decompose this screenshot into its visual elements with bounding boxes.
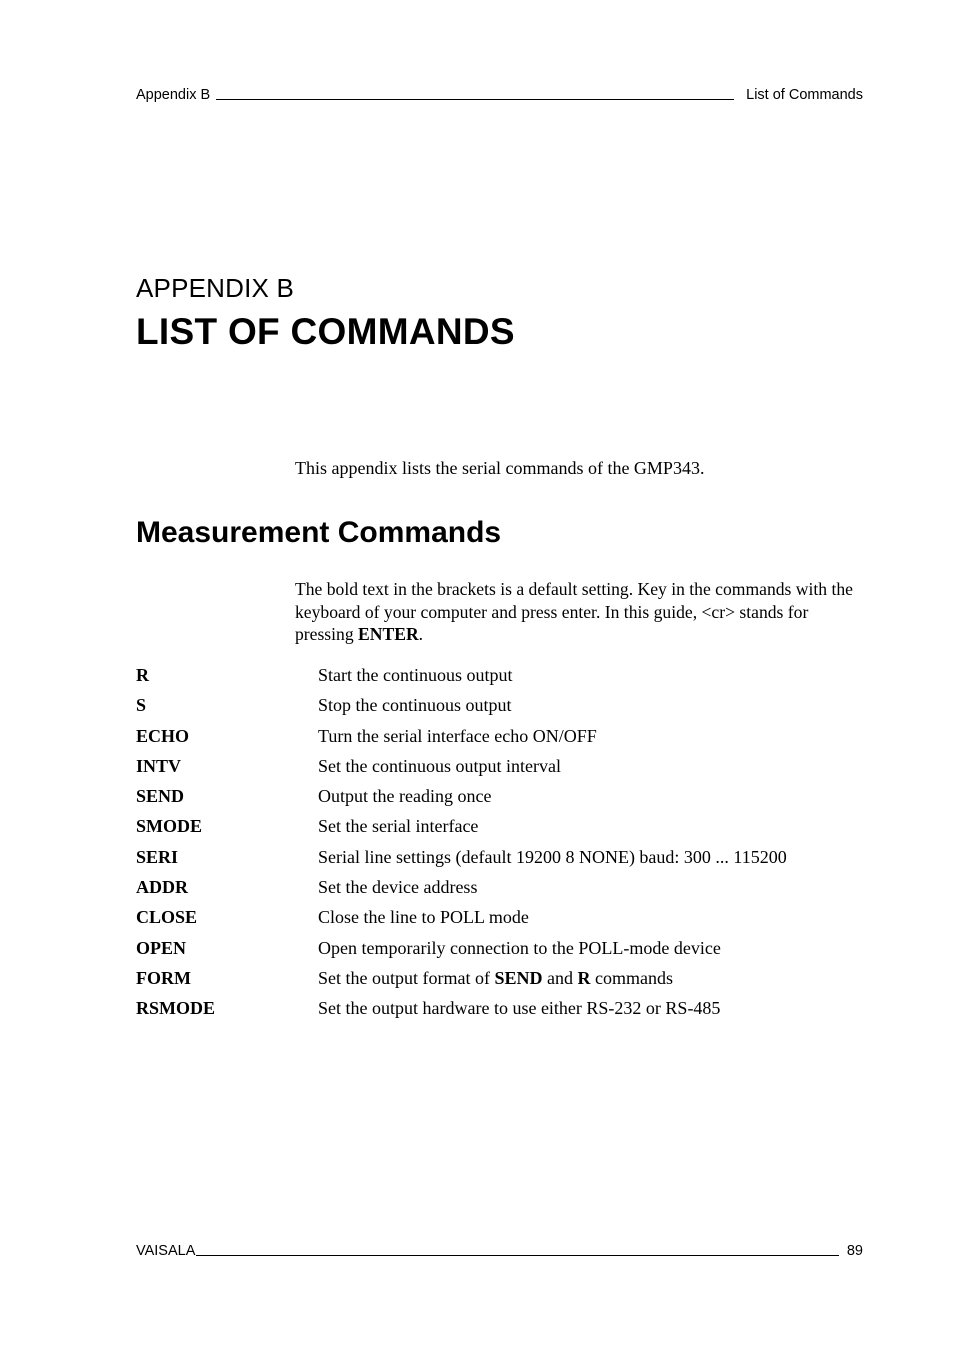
intro-text: This appendix lists the serial commands of the GMP343. bbox=[295, 458, 705, 478]
command-row bbox=[136, 726, 863, 756]
chapter-title: LIST OF COMMANDS bbox=[136, 311, 515, 352]
page-footer bbox=[136, 1243, 863, 1259]
footer-rule bbox=[196, 1255, 838, 1256]
command-description bbox=[318, 968, 863, 989]
header-rule bbox=[216, 99, 734, 100]
command-name: ADDR bbox=[136, 877, 188, 898]
command-row bbox=[136, 877, 863, 907]
command-description: Serial line settings (default 19200 8 NONE) baud: 300 ... 115200 bbox=[318, 846, 787, 867]
command-description: Close the line to POLL mode bbox=[318, 907, 529, 928]
command-row bbox=[136, 695, 863, 725]
command-description: Set the device address bbox=[318, 877, 478, 898]
desc-part: Set the output format of bbox=[318, 967, 495, 988]
command-name: FORM bbox=[136, 967, 191, 988]
paragraph-end: . bbox=[418, 624, 424, 645]
command-name: SMODE bbox=[136, 816, 203, 837]
command-name: SEND bbox=[136, 786, 185, 807]
page-number: 89 bbox=[846, 1243, 863, 1259]
desc-bold: R bbox=[577, 967, 591, 988]
section-title: Measurement Commands bbox=[136, 516, 502, 549]
command-row bbox=[136, 998, 863, 1028]
command-row bbox=[136, 938, 863, 968]
command-row bbox=[136, 756, 863, 786]
command-row bbox=[136, 907, 863, 937]
command-description: Set the continuous output interval bbox=[318, 755, 561, 776]
command-row bbox=[136, 665, 863, 695]
desc-part: commands bbox=[590, 967, 673, 988]
command-name: OPEN bbox=[136, 937, 187, 958]
paragraph-bold: ENTER bbox=[358, 624, 419, 645]
command-name: CLOSE bbox=[136, 907, 198, 928]
command-description: Turn the serial interface echo ON/OFF bbox=[318, 725, 597, 746]
footer-left: VAISALA bbox=[136, 1243, 196, 1259]
intro-paragraph bbox=[295, 578, 867, 646]
page-header bbox=[136, 87, 863, 103]
command-description: Set the serial interface bbox=[318, 816, 479, 837]
paragraph-text: The bold text in the brackets is a default setting. Key in the commands with the keyboard of your computer and press enter. In this guide, <cr> stands for pressing bbox=[295, 579, 853, 645]
command-name: ECHO bbox=[136, 725, 190, 746]
command-row bbox=[136, 847, 863, 877]
command-description: Set the output hardware to use either RS-232 or RS-485 bbox=[318, 998, 721, 1019]
command-description: Output the reading once bbox=[318, 786, 492, 807]
command-list bbox=[136, 665, 863, 1029]
command-name: SERI bbox=[136, 846, 179, 867]
command-name: S bbox=[136, 695, 147, 716]
command-name: RSMODE bbox=[136, 998, 216, 1019]
command-description: Start the continuous output bbox=[318, 665, 513, 685]
command-row bbox=[136, 786, 863, 816]
appendix-label: APPENDIX B bbox=[136, 273, 295, 303]
command-description: Stop the continuous output bbox=[318, 695, 512, 716]
header-right: List of Commands bbox=[746, 87, 863, 103]
command-row bbox=[136, 816, 863, 846]
command-row bbox=[136, 968, 863, 998]
command-description: Open temporarily connection to the POLL-mode device bbox=[318, 937, 721, 958]
command-name: R bbox=[136, 665, 149, 685]
desc-part: and bbox=[542, 967, 578, 988]
command-name: INTV bbox=[136, 755, 182, 776]
header-left: Appendix B bbox=[136, 87, 211, 103]
desc-bold: SEND bbox=[494, 967, 543, 988]
